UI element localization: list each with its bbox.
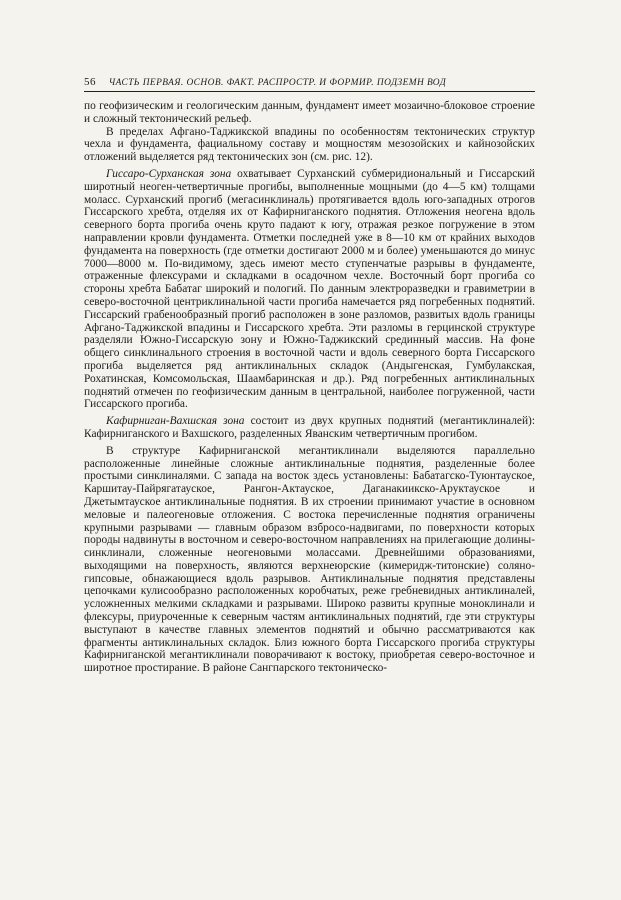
running-header — [84, 76, 534, 88]
paragraph-4 — [84, 415, 535, 441]
paragraph-2 — [84, 126, 535, 164]
page-number: 56 — [84, 76, 96, 88]
body-text — [84, 100, 535, 675]
zone-heading-kafirnigan-vakhsh: Кафирниган-Вахшская зона — [106, 415, 245, 428]
paragraph-2-text: В пределах Афгано-Таджикской впадины по особенностям тектонических структур чехла и фундамента, фациальному составу и мощностям мезозойских и кайнозойских отложений выделяется ряд тектонических зон (см. рис. 12). — [84, 125, 535, 164]
zone-heading-gissar-surkhan: Гиссаро-Сурханская зона — [106, 167, 232, 180]
running-title: ЧАСТЬ ПЕРВАЯ. ОСНОВ. ФАКТ. РАСПРОСТР. И ФОРМИР. ПОДЗЕМН ВОД — [108, 78, 447, 88]
paragraph-3 — [84, 168, 535, 411]
paragraph-1 — [84, 100, 535, 126]
header-rule — [84, 91, 535, 92]
paragraph-4-text: состоит из двух крупных поднятий (мегантиклиналей): Кафирниганского и Вахшского, разделенных Яванским четвертичным прогибом. — [84, 415, 536, 440]
paragraph-1-text: по геофизическим и геологическим данным, фундамент имеет мозаично-блоковое строение и сложный тектонический рельеф. — [84, 100, 535, 125]
paragraph-5 — [84, 445, 535, 675]
paragraph-3-text: охватывает Сурханский субмеридиональный и Гиссарский широтный неоген-четвертичные прогибы, выполненные мощными (до 4—5 км) толщами моласс. Сурханский прогиб (мегасинклиналь) протягивается вдоль юго-западных отрогов Гиссарского хребта, отделяя их от Кафирниганского поднятия. Отложения неогена вдоль северного борта прогиба очень круто падают к югу, отражая резкое погружение в этом направлении кровли фундамента. Отметки последней уже в 8—10 км от крайних выходов фундамента на поверхность (где отметки достигают 2000 м и более) уменьшаются до минус 7000—8000 м. По-видимому, здесь имеют место ступенчатые разрывы в фундаменте, отраженные флексурами и складками в осадочном чехле. Восточный борт прогиба со стороны хребта Бабатаг широкий и пологий. По данным электроразведки и гравиметрии в северо-восточной центриклинальной части прогиба намечается ряд погребенных поднятий. Гиссарский грабенообразный прогиб расположен в зоне разломов, развитых вдоль границы Афгано-Таджикской впадины и Гиссарского хребта. Эти разломы в герцинской структуре разделяли Южно-Гиссарскую зону и Южно-Таджикский срединный массив. На фоне общего синклинального строения в восточной части и вдоль северного борта Гиссарского прогиба выделяется ряд антиклинальных складок (Андыгенская, Гумбулакская, Рохатинская, Комсомольская, Шаамбаринская и др.). Ряд погребенных антиклинальных поднятий отмечен по геофизическим данным в центральной, наиболее погруженной, части Гиссарского прогиба. — [84, 167, 535, 411]
paragraph-5-text: В структуре Кафирниганской мегантиклинали выделяются параллельно расположенные линейные сложные антиклинальные поднятия, разделенные более простыми синклиналями. С запада на восток здесь установлены: Бабатагско-Туюнтауское, Каршитау-Пайрягатауское, Рангон-Актауское, Даганакиикско-Аруктауское и Джетымтауское антиклинальные поднятия. В их строении принимают участие в основном меловые и палеогеновые отложения. С востока перечисленные поднятия ограничены крупными разрывами — главным образом взбросо-надвигами, по поверхности которых породы надвинуты в восточном и северо-восточном направлениях на прилегающие долины-синклинали, сложенные неогеновыми молассами. Древнейшими образованиями, выходящими на поверхность, являются верхнеюрские (кимеридж-титонские) соляно-гипсовые, обнажающиеся вдоль разрывов. Антиклинальные поднятия представлены цепочками кулисообразно расположенных коробчатых, реже гребневидных антиклиналей, усложненных мелкими складками и разрывами. Широко развиты крупные моноклинали и флексуры, приуроченные к северным частям антиклинальных поднятий, где эти структуры выступают в качестве главных элементов поднятий и обычно рассматриваются как фрагменты антиклинальных складок. Близ южного борта Гиссарского прогиба структуры Кафирниганской мегантиклинали поворачивают к востоку, приобретая северо-восточное и широтное простирание. В районе Сангпарского тектоническо- — [84, 444, 535, 675]
